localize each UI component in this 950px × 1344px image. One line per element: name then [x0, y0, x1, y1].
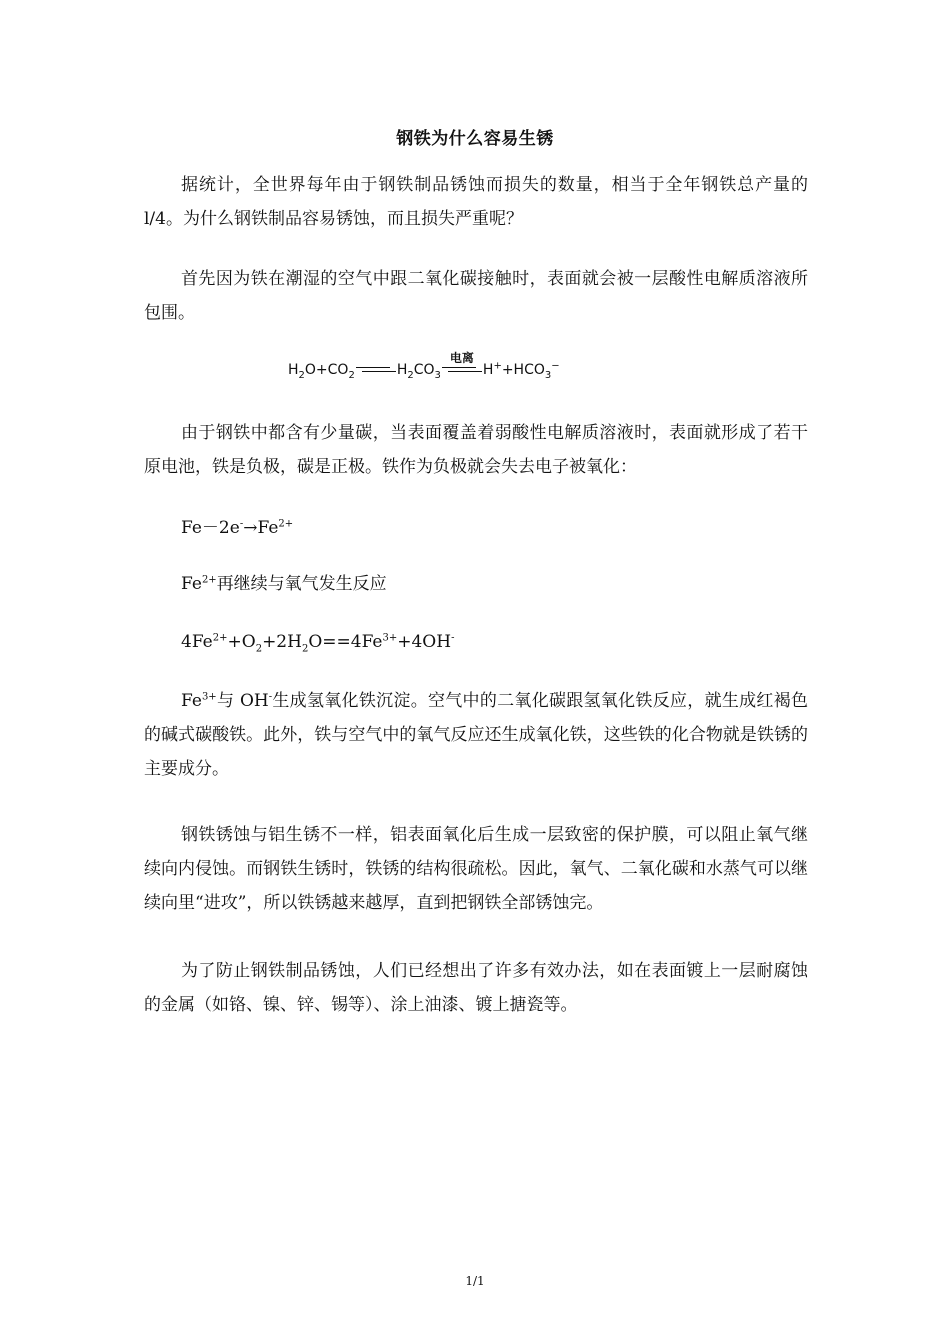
paragraph-galvanic-cell: 由于钢铁中都含有少量碳，当表面覆盖着弱酸性电解质溶液时，表面就形成了若干原电池，铁是负极，碳是正极。铁作为负极就会失去电子被氧化： — [144, 423, 808, 477]
paragraph-aluminum-comparison: 钢铁锈蚀与铝生锈不一样，铝表面氧化后生成一层致密的保护膜，可以阻止氧气继续向内侵蚀。而钢铁生锈时，铁锈的结构很疏松。因此，氧气、二氧化碳和水蒸气可以继续向里“进攻”，所以铁锈越来越厚，直到把钢铁全部锈蚀完。 — [144, 825, 808, 913]
reaction-with-oxygen: $4Fe^{2+}+O_2+2H_2O==4Fe^{3+}+4OH^-$ — [181, 632, 455, 655]
equilibrium-arrow-icon — [356, 365, 396, 375]
reaction-oxidation: $Fe-2e^-\to Fe^{2+}$ — [181, 518, 294, 538]
paragraph-statistics: 据统计，全世界每年由于钢铁制品锈蚀而损失的数量，相当于全年钢铁总产量的l/4。为什么钢铁制品容易锈蚀，而且损失严重呢？ — [144, 175, 808, 229]
reaction-continue: $Fe^{2+}$再继续与氧气发生反应 — [181, 574, 387, 594]
paragraph-rust-composition: $Fe^{3+}$与 OH-生成氢氧化铁沉淀。空气中的二氧化碳跟氢氧化铁反应，就生成红褐色的碱式碳酸铁。此外，铁与空气中的氧气反应还生成氧化铁，这些铁的化合物就是铁锈的主要成分。 — [144, 691, 808, 779]
paragraph-cause: 首先因为铁在潮湿的空气中跟二氧化碳接触时，表面就会被一层酸性电解质溶液所包围。 — [144, 269, 808, 323]
document-title: 钢铁为什么容易生锈 — [396, 129, 554, 149]
equilibrium-arrow-icon — [442, 351, 482, 375]
paragraph-prevention: 为了防止钢铁制品锈蚀，人们已经想出了许多有效办法，如在表面镀上一层耐腐蚀的金属（如铬、镍、锌、锡等）、涂上油漆、镀上搪瓷等。 — [144, 961, 808, 1015]
ionization-label: 电离 — [449, 351, 474, 365]
carbonic-acid-equation: $H_2O+CO_2$ $H_2CO_3$ 电离 $H^++HCO_3^-$ — [288, 351, 560, 381]
page-number: 1/1 — [465, 1274, 485, 1288]
